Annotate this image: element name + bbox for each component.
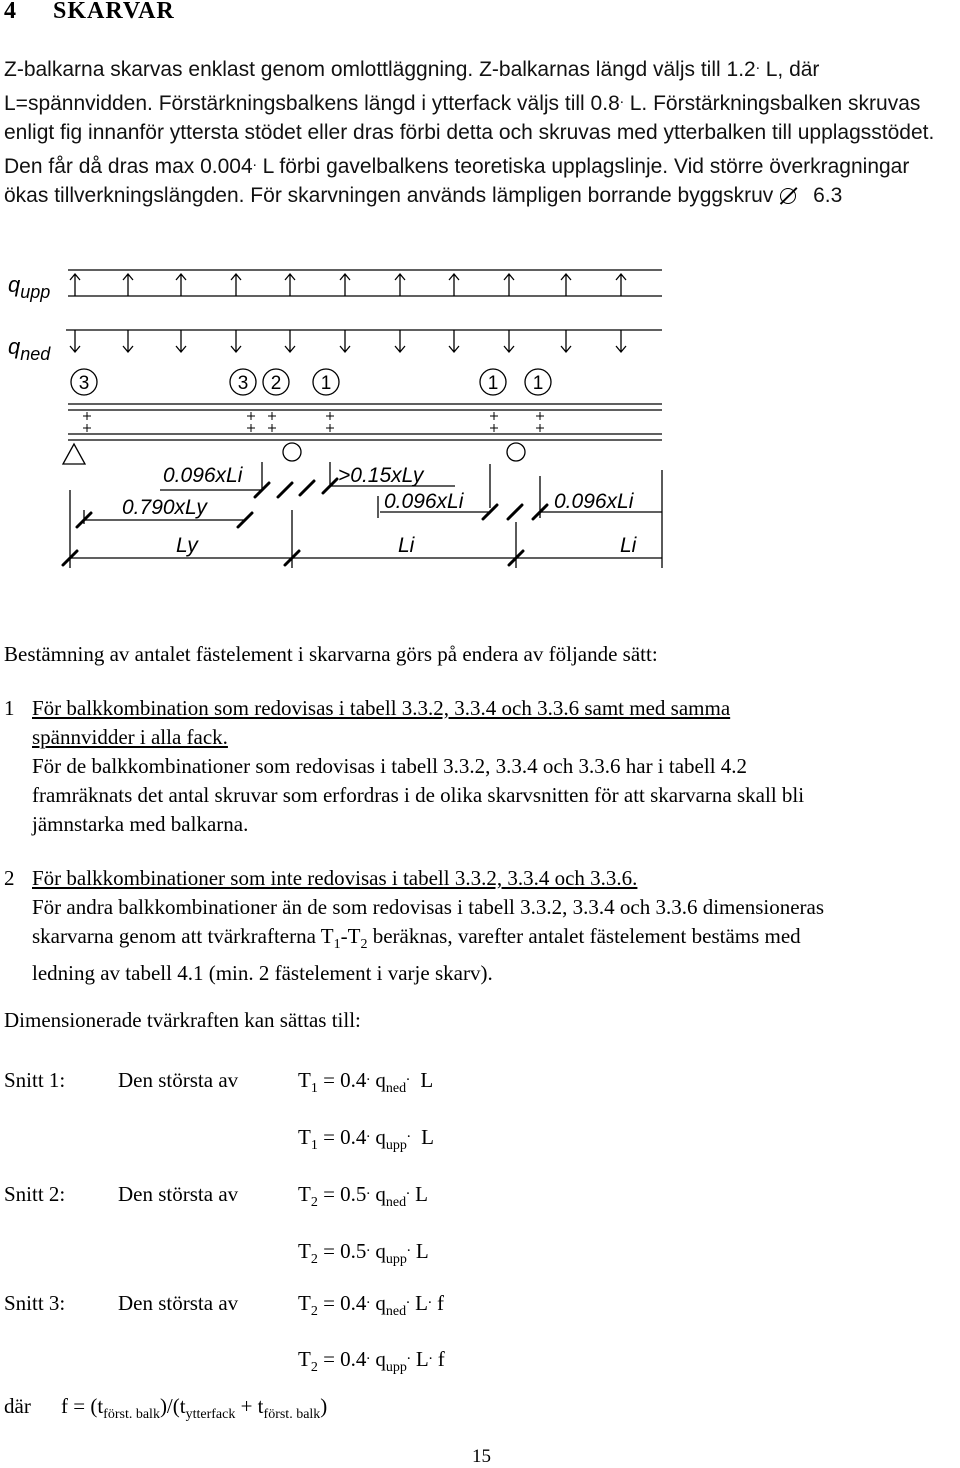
subscript: ned	[385, 1304, 407, 1319]
formula-l: L	[409, 1182, 428, 1206]
dim-label: Li	[620, 534, 637, 557]
item-1-number: 1	[4, 696, 15, 720]
formula-q: q	[370, 1239, 386, 1263]
formula-t: T	[298, 1125, 311, 1149]
circled-number: 1	[487, 373, 499, 394]
subscript: upp	[385, 1360, 407, 1375]
section-heading	[4, 0, 175, 25]
svg-text:qupp	[8, 272, 50, 302]
formula-l: L	[409, 1291, 428, 1315]
item-2-dash: -T	[340, 924, 361, 948]
q-ned-label: $q_{ned}$	[8, 334, 51, 364]
dim-label: 0.096xLi	[554, 490, 634, 513]
multiply-dot: .	[427, 1291, 432, 1307]
subscript: 1	[310, 1081, 318, 1096]
formula-desc: Den största av	[118, 1291, 239, 1315]
diameter-icon	[779, 187, 797, 205]
formula-row	[4, 1119, 434, 1160]
item-2-body-b2: beräknas, varefter antalet fästelement bestäms med	[367, 924, 801, 948]
formula-t: T	[298, 1239, 311, 1263]
formula-row	[4, 1233, 429, 1274]
dim-label: Li	[398, 534, 415, 557]
multiply-dot: .	[619, 90, 624, 107]
formula-coef: = 0.4	[317, 1125, 367, 1149]
multiply-dot: .	[406, 1239, 411, 1255]
formula-q: q	[370, 1068, 386, 1092]
intro-text-5: 6.3	[807, 184, 843, 207]
dim-label: Ly	[176, 534, 198, 557]
item-2	[4, 864, 958, 988]
definition-f: f = (t	[61, 1394, 104, 1418]
definition-plus: + t	[235, 1394, 264, 1418]
formula-q: q	[370, 1125, 386, 1149]
intro-text-1: Z-balkarna skarvas enklast genom omlottläggning. Z-balkarnas längd väljs till 1.2	[4, 58, 756, 81]
section-title: SKARVAR	[53, 0, 175, 24]
item-1-title: För balkkombination som redovisas i tabell 3.3.2, 3.3.4 och 3.3.6 samt med samma	[32, 696, 731, 720]
item-2-body-b	[4, 922, 958, 959]
multiply-dot: .	[252, 153, 257, 170]
circled-number: 3	[78, 373, 90, 394]
subscript: upp	[385, 1252, 407, 1267]
subscript: ned	[385, 1081, 407, 1096]
item-1-body-c: jämnstarka med balkarna.	[32, 812, 249, 836]
formula-row	[4, 1176, 428, 1217]
subscript: 2	[310, 1360, 318, 1375]
q-upp-label: $q_{upp}$	[8, 272, 51, 302]
dim-label: 0.096xLi	[163, 464, 243, 487]
multiply-dot: .	[366, 1239, 371, 1255]
formula-coef: = 0.5	[317, 1239, 367, 1263]
intro-paragraph	[4, 50, 956, 210]
formula-l: L	[410, 1347, 429, 1371]
multiply-dot: .	[406, 1068, 410, 1084]
item-2-body-a: För andra balkkombinationer än de som redovisas i tabell 3.3.2, 3.3.4 och 3.3.6 dimensioneras	[32, 895, 825, 919]
page-number: 15	[472, 1446, 491, 1467]
multiply-dot: .	[366, 1291, 371, 1307]
multiply-dot: .	[366, 1182, 371, 1198]
subscript: upp	[385, 1138, 407, 1153]
multiply-dot: .	[428, 1347, 433, 1363]
determination-text: Bestämning av antalet fästelement i skarvarna görs på endera av följande sätt:	[4, 642, 658, 666]
intro-text-3: L. Förstärkningsbalken skruvas enligt fig innanför yttersta stödet eller dras förbi detta och skruvas med ytterbalken till upplagsstödet. Den får då dras max 0.004	[4, 92, 935, 178]
dimensioned-text: Dimensionerade tvärkraften kan sättas till:	[4, 1008, 361, 1032]
intro-text-4: L förbi gavelbalkens teoretiska upplagslinje. Vid större överkragningar ökas tillverkningslängden. För skarvningen används lämpligen borrande byggskruv	[4, 155, 910, 207]
item-1-title-cont: spännvidder i alla fack.	[32, 725, 228, 749]
multiply-dot: .	[366, 1125, 371, 1141]
subscript: 2	[360, 937, 368, 952]
formula-t: T	[298, 1291, 311, 1315]
formula-t: T	[298, 1068, 311, 1092]
item-1-body-a: För de balkkombinationer som redovisas i tabell 3.3.2, 3.3.4 och 3.3.6 har i tabell 4.2	[32, 754, 748, 778]
subscript: 1	[310, 1138, 318, 1153]
definition-close: )	[320, 1394, 328, 1418]
formula-f: f	[431, 1291, 444, 1315]
definition-line	[4, 1392, 327, 1429]
subscript: ytterfack	[185, 1407, 236, 1422]
formula-coef: = 0.5	[317, 1182, 367, 1206]
dim-label: >0.15xLy	[338, 464, 424, 487]
multiply-dot: .	[755, 56, 760, 73]
item-2-body-b1: skarvarna genom att tvärkrafterna T	[32, 924, 334, 948]
formula-l: L	[410, 1125, 434, 1149]
circled-number: 3	[237, 373, 249, 394]
formula-q: q	[370, 1347, 386, 1371]
circled-number: 1	[532, 373, 544, 394]
multiply-dot: .	[366, 1068, 371, 1084]
formula-q: q	[370, 1291, 386, 1315]
circled-number: 1	[320, 373, 332, 394]
snitt-label: Snitt 1:	[4, 1068, 66, 1092]
formula-l: L	[409, 1068, 434, 1092]
formula-row	[4, 1062, 433, 1103]
splice-figure	[0, 250, 960, 580]
formula-t: T	[298, 1347, 311, 1371]
subscript: 2	[310, 1252, 318, 1267]
formula-q: q	[370, 1182, 386, 1206]
item-1	[4, 694, 958, 839]
section-number: 4	[4, 0, 17, 24]
formula-coef: = 0.4	[317, 1068, 367, 1092]
formula-desc: Den största av	[118, 1068, 239, 1092]
definition-dar: där	[4, 1394, 31, 1418]
item-2-title: För balkkombinationer som inte redovisas i tabell 3.3.2, 3.3.4 och 3.3.6.	[32, 866, 638, 890]
definition-mid: )/(t	[159, 1394, 186, 1418]
formula-coef: = 0.4	[317, 1291, 367, 1315]
item-1-body-b: framräknats det antal skruvar som erfordras i de olika skarvsnitten för att skarvarna skall bli	[32, 783, 805, 807]
dim-label: 0.790xLy	[122, 496, 207, 519]
dim-label: 0.096xLi	[384, 490, 464, 513]
subscript: först. balk	[103, 1407, 160, 1422]
multiply-dot: .	[406, 1291, 410, 1307]
multiply-dot: .	[366, 1347, 371, 1363]
formula-coef: = 0.4	[317, 1347, 367, 1371]
multiply-dot: .	[406, 1347, 411, 1363]
formula-row	[4, 1341, 445, 1382]
subscript: ned	[385, 1195, 407, 1210]
formula-l: L	[410, 1239, 429, 1263]
multiply-dot: .	[406, 1125, 411, 1141]
item-2-number: 2	[4, 866, 15, 890]
formula-f: f	[432, 1347, 445, 1371]
subscript: först. balk	[263, 1407, 321, 1422]
subscript: 2	[310, 1304, 318, 1319]
snitt-label: Snitt 3:	[4, 1291, 66, 1315]
formula-desc: Den största av	[118, 1182, 239, 1206]
item-2-body-c: ledning av tabell 4.1 (min. 2 fästelement i varje skarv).	[32, 961, 493, 985]
svg-text:qned	[8, 334, 51, 364]
intro-text-2: L, där L=spännvidden. Förstärkningsbalkens längd i ytterfack väljs till 0.8	[4, 58, 820, 115]
circled-number: 2	[270, 373, 282, 394]
multiply-dot: .	[406, 1182, 410, 1198]
formula-t: T	[298, 1182, 311, 1206]
formula-row	[4, 1285, 444, 1326]
snitt-label: Snitt 2:	[4, 1182, 66, 1206]
subscript: 1	[333, 937, 341, 952]
subscript: 2	[310, 1195, 318, 1210]
